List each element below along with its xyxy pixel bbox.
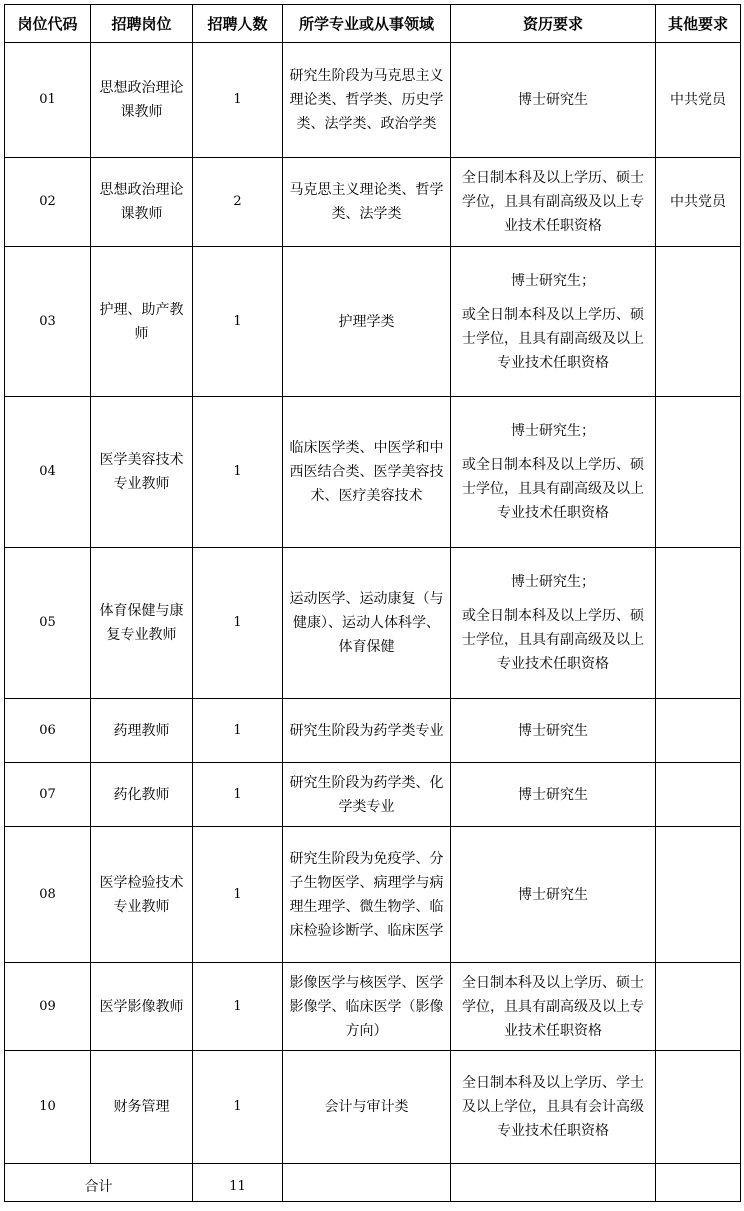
recruitment-table [4, 4, 741, 1202]
cell-position: 财务管理 [91, 1051, 193, 1164]
header-code: 岗位代码 [5, 5, 91, 43]
table-row [5, 158, 741, 247]
cell-qualification: 博士研究生 [451, 699, 656, 763]
cell-qualification: 全日制本科及以上学历、学士及以上学位，且具有会计高级专业技术任职资格 [451, 1051, 656, 1164]
cell-position: 药化教师 [91, 763, 193, 827]
qualification-alternative: 或全日制本科及以上学历、硕士学位，且具有副高级及以上专业技术任职资格 [462, 457, 644, 521]
header-qualification: 资历要求 [451, 5, 656, 43]
cell-other [656, 763, 741, 827]
table-row [5, 548, 741, 699]
cell-major: 临床医学类、中医学和中西医结合类、医学美容技术、医疗美容技术 [283, 397, 451, 548]
table-row [5, 963, 741, 1051]
cell-position: 医学影像教师 [91, 963, 193, 1051]
cell-code: 04 [5, 397, 91, 548]
cell-count: 1 [193, 827, 283, 963]
cell-count: 1 [193, 1051, 283, 1164]
total-empty-major [283, 1164, 451, 1202]
cell-count: 1 [193, 548, 283, 699]
qualification-primary: 博士研究生； [511, 423, 595, 439]
cell-qualification: 全日制本科及以上学历、硕士学位，且具有副高级及以上专业技术任职资格 [451, 158, 656, 247]
table-row [5, 397, 741, 548]
cell-qualification: 博士研究生 [451, 43, 656, 158]
cell-position: 护理、助产教师 [91, 247, 193, 397]
cell-major: 护理学类 [283, 247, 451, 397]
header-position: 招聘岗位 [91, 5, 193, 43]
cell-code: 10 [5, 1051, 91, 1164]
cell-position: 医学检验技术专业教师 [91, 827, 193, 963]
cell-code: 08 [5, 827, 91, 963]
cell-count: 1 [193, 963, 283, 1051]
cell-code: 05 [5, 548, 91, 699]
cell-other [656, 827, 741, 963]
cell-other [656, 1051, 741, 1164]
cell-other [656, 548, 741, 699]
cell-count: 1 [193, 763, 283, 827]
table-row [5, 43, 741, 158]
header-major: 所学专业或从事领域 [283, 5, 451, 43]
qualification-alternative: 或全日制本科及以上学历、硕士学位，且具有副高级及以上专业技术任职资格 [462, 608, 644, 672]
cell-qualification: 全日制本科及以上学历、硕士学位，且具有副高级及以上专业技术任职资格 [451, 963, 656, 1051]
cell-major: 研究生阶段为免疫学、分子生物医学、病理学与病理生理学、微生物学、临床检验诊断学、临床医学 [283, 827, 451, 963]
total-label: 合计 [5, 1164, 193, 1202]
cell-qualification [451, 548, 656, 699]
table-row [5, 1051, 741, 1164]
total-empty-qualification [451, 1164, 656, 1202]
cell-count: 1 [193, 397, 283, 548]
cell-count: 2 [193, 158, 283, 247]
qualification-primary: 博士研究生； [511, 574, 595, 590]
cell-code: 03 [5, 247, 91, 397]
cell-code: 01 [5, 43, 91, 158]
cell-qualification [451, 397, 656, 548]
cell-position: 体育保健与康复专业教师 [91, 548, 193, 699]
cell-count: 1 [193, 247, 283, 397]
cell-code: 07 [5, 763, 91, 827]
total-empty-other [656, 1164, 741, 1202]
cell-count: 1 [193, 699, 283, 763]
cell-code: 06 [5, 699, 91, 763]
cell-major: 会计与审计类 [283, 1051, 451, 1164]
cell-position: 思想政治理论课教师 [91, 158, 193, 247]
header-count: 招聘人数 [193, 5, 283, 43]
cell-code: 09 [5, 963, 91, 1051]
cell-major: 研究生阶段为药学类、化学类专业 [283, 763, 451, 827]
cell-qualification: 博士研究生 [451, 827, 656, 963]
cell-other: 中共党员 [656, 43, 741, 158]
cell-major: 运动医学、运动康复（与健康）、运动人体科学、体育保健 [283, 548, 451, 699]
cell-major: 研究生阶段为药学类专业 [283, 699, 451, 763]
table-row [5, 827, 741, 963]
header-row [5, 5, 741, 43]
cell-major: 研究生阶段为马克思主义理论类、哲学类、历史学类、法学类、政治学类 [283, 43, 451, 158]
cell-other [656, 397, 741, 548]
cell-count: 1 [193, 43, 283, 158]
cell-position: 医学美容技术专业教师 [91, 397, 193, 548]
cell-qualification [451, 247, 656, 397]
cell-position: 药理教师 [91, 699, 193, 763]
cell-major: 马克思主义理论类、哲学类、法学类 [283, 158, 451, 247]
cell-position: 思想政治理论课教师 [91, 43, 193, 158]
total-row [5, 1164, 741, 1202]
total-count: 11 [193, 1164, 283, 1202]
cell-other: 中共党员 [656, 158, 741, 247]
cell-qualification: 博士研究生 [451, 763, 656, 827]
cell-other [656, 963, 741, 1051]
table-row [5, 247, 741, 397]
cell-major: 影像医学与核医学、医学影像学、临床医学（影像方向） [283, 963, 451, 1051]
qualification-primary: 博士研究生； [511, 272, 595, 289]
cell-other [656, 699, 741, 763]
qualification-alternative: 或全日制本科及以上学历、硕士学位，且具有副高级及以上专业技术任职资格 [462, 306, 644, 371]
table-row [5, 699, 741, 763]
header-other: 其他要求 [656, 5, 741, 43]
cell-code: 02 [5, 158, 91, 247]
table-row [5, 763, 741, 827]
cell-other [656, 247, 741, 397]
